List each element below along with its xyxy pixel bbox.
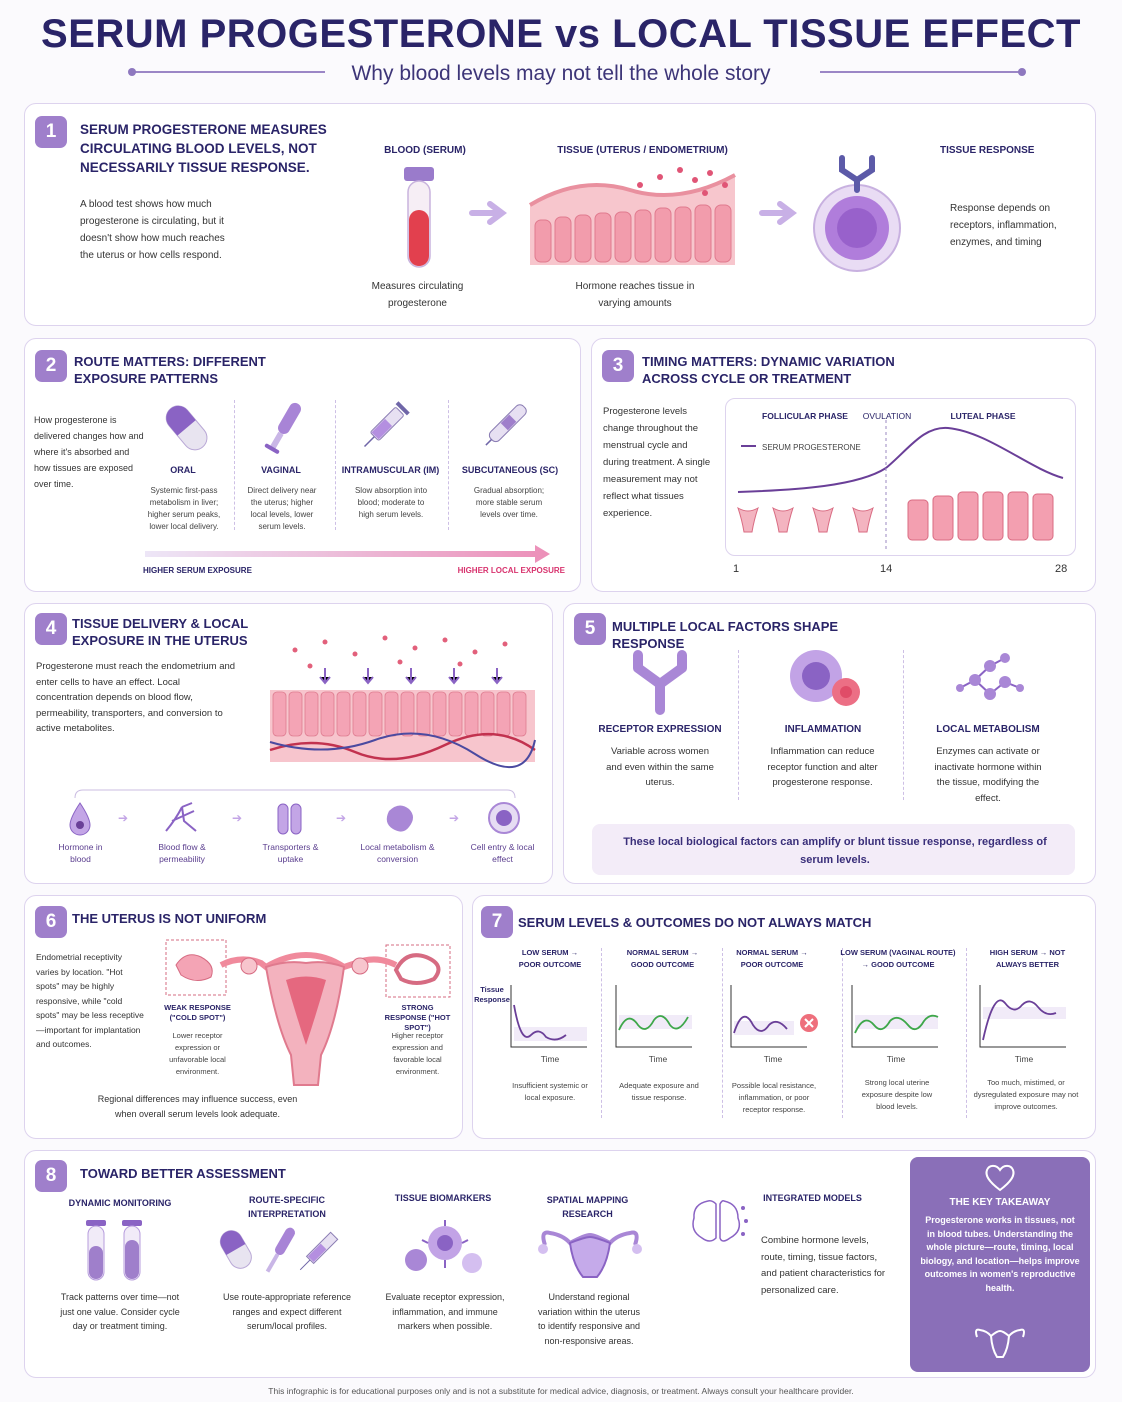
route-oral-desc: Systemic first-pass metabolism in liver; higher serum peaks, lower local delivery. <box>147 486 221 531</box>
flow-arrow-icon: ➔ <box>336 811 347 825</box>
section-7-title: SERUM LEVELS & OUTCOMES DO NOT ALWAYS MATCH <box>518 915 872 930</box>
flow-arrow-icon: ➔ <box>232 811 243 825</box>
case-5-graph <box>980 985 1070 1050</box>
receptor-cell-icon <box>812 155 902 273</box>
case-2-xaxis: Time <box>648 1054 668 1064</box>
section-6-title: THE UTERUS IS NOT UNIFORM <box>72 911 267 926</box>
case-4-xaxis: Time <box>886 1054 906 1064</box>
item-spatial-label: SPATIAL MAPPING RESEARCH <box>546 1195 629 1219</box>
divider <box>842 948 843 1118</box>
section-1-title: SERUM PROGESTERONE MEASURES CIRCULATING BLOOD LEVELS, NOT NECESSARILY TISSUE RESPONSE. <box>80 122 327 175</box>
factor-inflammation-desc: Inflammation can reduce receptor function and alter progesterone response. <box>767 746 878 788</box>
biomarker-cells-icon <box>398 1218 488 1283</box>
page-title: SERUM PROGESTERONE vs LOCAL TISSUE EFFECT <box>41 12 1081 56</box>
flow-arrow-icon: ➔ <box>449 811 460 825</box>
endometrium-tissue-icon <box>530 165 735 265</box>
transporter-icon <box>275 801 305 836</box>
item-spatial-desc: Understand regional variation within the uterus to identify responsive and non-responsive areas. <box>537 1292 641 1346</box>
case-3-title: NORMAL SERUM → POOR OUTCOME <box>736 948 808 969</box>
response-label: TISSUE RESPONSE <box>940 145 1035 156</box>
case-1-xaxis: Time <box>540 1054 560 1064</box>
section-2-title: ROUTE MATTERS: DIFFERENT EXPOSURE PATTERNS <box>74 354 266 386</box>
arrow-icon <box>760 198 800 228</box>
divider <box>966 948 967 1118</box>
factor-receptor-label: RECEPTOR EXPRESSION <box>598 724 722 735</box>
syringe-icon <box>355 395 415 457</box>
inflammation-cell-icon <box>788 648 868 713</box>
route-sc-label: SUBCUTANEOUS (SC) <box>461 465 559 475</box>
uterus-icon <box>535 1225 645 1285</box>
blood-vessel-icon <box>164 801 199 836</box>
disclaimer: This infographic is for educational purposes only and is not a substitute for medical advice, diagnosis, or treatment. Always consult your healthcare provider. <box>268 1386 854 1396</box>
case-4-graph <box>852 985 942 1050</box>
blood-label: BLOOD (SERUM) <box>384 145 466 156</box>
test-tubes-icon <box>84 1218 154 1283</box>
section-6-caption: Regional differences may influence success, even when overall serum levels look adequate. <box>97 1094 298 1119</box>
tick-day-14: 14 <box>880 563 893 575</box>
cold-spot-label: WEAK RESPONSE ("COLD SPOT") <box>164 1003 231 1022</box>
exposure-gradient-arrow <box>145 545 555 565</box>
capsule-icon <box>163 400 213 455</box>
section-3-number: 3 <box>602 350 634 382</box>
section-1-body: A blood test shows how much progesterone is circulating, but it doesn't show how much reaches the uterus or how cells respond. <box>80 199 225 261</box>
item-biomarker-label: TISSUE BIOMARKERS <box>394 1193 492 1203</box>
blood-tube-icon <box>400 165 440 275</box>
tissue-caption: Hormone reaches tissue in varying amounts <box>575 281 695 309</box>
uterus-outline-icon <box>972 1325 1028 1363</box>
takeaway-text: Progesterone works in tissues, not in blood tubes. Understanding the whole picture—route, timing, local biology, and location—helps improve outcomes in women's reproductive health. <box>920 1215 1080 1293</box>
section-2-number: 2 <box>35 350 67 382</box>
case-1-graph <box>511 985 591 1050</box>
divider <box>601 948 602 1118</box>
case-1-desc: Insufficient systemic or local exposure. <box>512 1081 588 1102</box>
pen-injector-icon <box>475 395 535 457</box>
hot-spot-label: STRONG RESPONSE ("HOT SPOT") <box>384 1003 451 1032</box>
legend-label: SERUM PROGESTERONE <box>762 443 861 452</box>
divider <box>335 400 336 530</box>
tick-day-1: 1 <box>733 563 740 575</box>
page-subtitle: Why blood levels may not tell the whole story <box>351 62 771 85</box>
divider <box>722 948 723 1118</box>
section-3-title: TIMING MATTERS: DYNAMIC VARIATION ACROSS CYCLE OR TREATMENT <box>642 354 895 386</box>
item-dynamic-desc: Track patterns over time—not just one value. Consider cycle day or treatment timing. <box>60 1292 180 1331</box>
section-4-number: 4 <box>35 613 67 645</box>
case-4-title: LOW SERUM (VAGINAL ROUTE) → GOOD OUTCOME <box>840 948 956 969</box>
y-axis-label: Tissue Response <box>474 985 510 1004</box>
case-5-desc: Too much, mistimed, or dysregulated exposure may not improve outcomes. <box>973 1078 1079 1111</box>
section-6-number: 6 <box>35 906 67 938</box>
tick-day-28: 28 <box>1055 563 1068 575</box>
luteal-label: LUTEAL PHASE <box>950 411 1016 421</box>
section-8-title: TOWARD BETTER ASSESSMENT <box>80 1166 286 1181</box>
divider <box>234 400 235 530</box>
factor-receptor-desc: Variable across women and even within the same uterus. <box>606 746 714 788</box>
case-3-graph <box>731 985 821 1050</box>
case-3-desc: Possible local resistance, inflammation, or poor receptor response. <box>731 1081 817 1114</box>
route-sc-desc: Gradual absorption; more stable serum levels over time. <box>473 486 545 519</box>
case-5-title: HIGH SERUM → NOT ALWAYS BETTER <box>989 948 1066 969</box>
route-im-desc: Slow absorption into blood; moderate to high serum levels. <box>354 486 428 519</box>
section-6-body: Endometrial receptivity varies by location. "Hot spots" may be highly responsive, while "cold spots" may be less receptive—important for implantation and outcomes. <box>36 952 144 1049</box>
route-vaginal-label: VAGINAL <box>261 465 301 475</box>
step-transporters: Transporters & uptake <box>262 842 319 864</box>
item-dynamic-label: DYNAMIC MONITORING <box>68 1198 172 1208</box>
blood-caption: Measures circulating progesterone <box>371 281 464 309</box>
section-2-body: How progesterone is delivered changes how and where it's absorbed and how tissues are exposed over time. <box>34 415 144 489</box>
case-2-graph <box>616 985 696 1050</box>
section-7-number: 7 <box>481 906 513 938</box>
case-1-title: LOW SERUM → POOR OUTCOME <box>518 948 582 969</box>
section-5-number: 5 <box>574 613 606 645</box>
section-5-title: MULTIPLE LOCAL FACTORS SHAPE RESPONSE <box>612 619 839 651</box>
divider <box>738 650 739 800</box>
route-im-label: INTRAMUSCULAR (IM) <box>341 465 440 475</box>
item-route-label: ROUTE-SPECIFIC INTERPRETATION <box>248 1195 326 1219</box>
arrow-icon <box>470 198 510 228</box>
factor-metabolism-label: LOCAL METABOLISM <box>936 724 1040 735</box>
divider <box>903 650 904 800</box>
route-icons <box>215 1220 345 1285</box>
droplet-icon <box>68 801 93 836</box>
item-integrated-label: INTEGRATED MODELS <box>763 1193 862 1203</box>
follicular-label: FOLLICULAR PHASE <box>762 411 848 421</box>
ovulation-label: OVULATION <box>862 411 912 421</box>
divider <box>448 400 449 530</box>
step-hormone-blood: Hormone in blood <box>58 842 103 864</box>
route-oral-label: ORAL <box>170 465 196 475</box>
route-vaginal-desc: Direct delivery near the uterus; higher local levels, lower serum levels. <box>247 486 317 531</box>
flow-arrow-icon: ➔ <box>118 811 129 825</box>
higher-local-label: HIGHER LOCAL EXPOSURE <box>457 566 565 575</box>
case-3-xaxis: Time <box>763 1054 783 1064</box>
hot-spot-desc: Higher receptor expression and favorable local environment. <box>391 1031 444 1076</box>
section-4-body: Progesterone must reach the endometrium and enter cells to have an effect. Local concentration depends on blood flow, permeability, transporters, and conversion to active metabolites. <box>36 661 236 734</box>
step-cell-entry: Cell entry & local effect <box>470 842 535 864</box>
step-local-metabolism: Local metabolism & conversion <box>360 842 435 864</box>
item-biomarker-desc: Evaluate receptor expression, inflammation, and immune markers when possible. <box>385 1292 505 1331</box>
takeaway-title: THE KEY TAKEAWAY <box>949 1197 1051 1208</box>
step-blood-flow: Blood flow & permeability <box>158 842 206 864</box>
endometrium-cross-section <box>265 630 535 770</box>
item-route-desc: Use route-appropriate reference ranges and expect different serum/local profiles. <box>222 1292 352 1331</box>
receptor-icon <box>630 650 690 715</box>
factor-metabolism-desc: Enzymes can activate or inactivate hormone within the tissue, modifying the effect. <box>934 746 1042 804</box>
local-factors-note: These local biological factors can amplify or blunt tissue response, regardless of serum levels. <box>623 836 1047 866</box>
factor-inflammation-label: INFLAMMATION <box>784 724 862 735</box>
cold-spot-desc: Lower receptor expression or unfavorable local environment. <box>169 1031 226 1076</box>
higher-serum-label: HIGHER SERUM EXPOSURE <box>143 566 252 575</box>
case-2-desc: Adequate exposure and tissue response. <box>619 1081 699 1102</box>
section-3-body: Progesterone levels change throughout the menstrual cycle and during treatment. A single measurement may not reflect what tissues experience. <box>603 406 711 519</box>
item-integrated-desc: Combine hormone levels, route, timing, tissue factors, and patient characteristics for personalized care. <box>761 1235 886 1296</box>
case-2-title: NORMAL SERUM → GOOD OUTCOME <box>626 948 699 969</box>
section-1-number: 1 <box>35 116 67 148</box>
metabolism-blob-icon <box>383 801 418 836</box>
section-4-title: TISSUE DELIVERY & LOCAL EXPOSURE IN THE UTERUS <box>72 616 249 648</box>
case-4-desc: Strong local uterine exposure despite low blood levels. <box>861 1078 933 1111</box>
case-5-xaxis: Time <box>1014 1054 1034 1064</box>
key-takeaway-box <box>910 1157 1090 1372</box>
vaginal-applicator-icon <box>262 398 307 458</box>
molecule-icon <box>955 648 1025 713</box>
section-8-number: 8 <box>35 1160 67 1192</box>
progesterone-curve <box>738 420 1068 550</box>
response-caption: Response depends on receptors, inflammation, enzymes, and timing <box>950 203 1057 248</box>
tissue-label: TISSUE (UTERUS / ENDOMETRIUM) <box>557 145 728 156</box>
heart-icon <box>984 1163 1016 1193</box>
cell-icon <box>487 801 522 836</box>
brain-network-icon <box>688 1196 748 1246</box>
